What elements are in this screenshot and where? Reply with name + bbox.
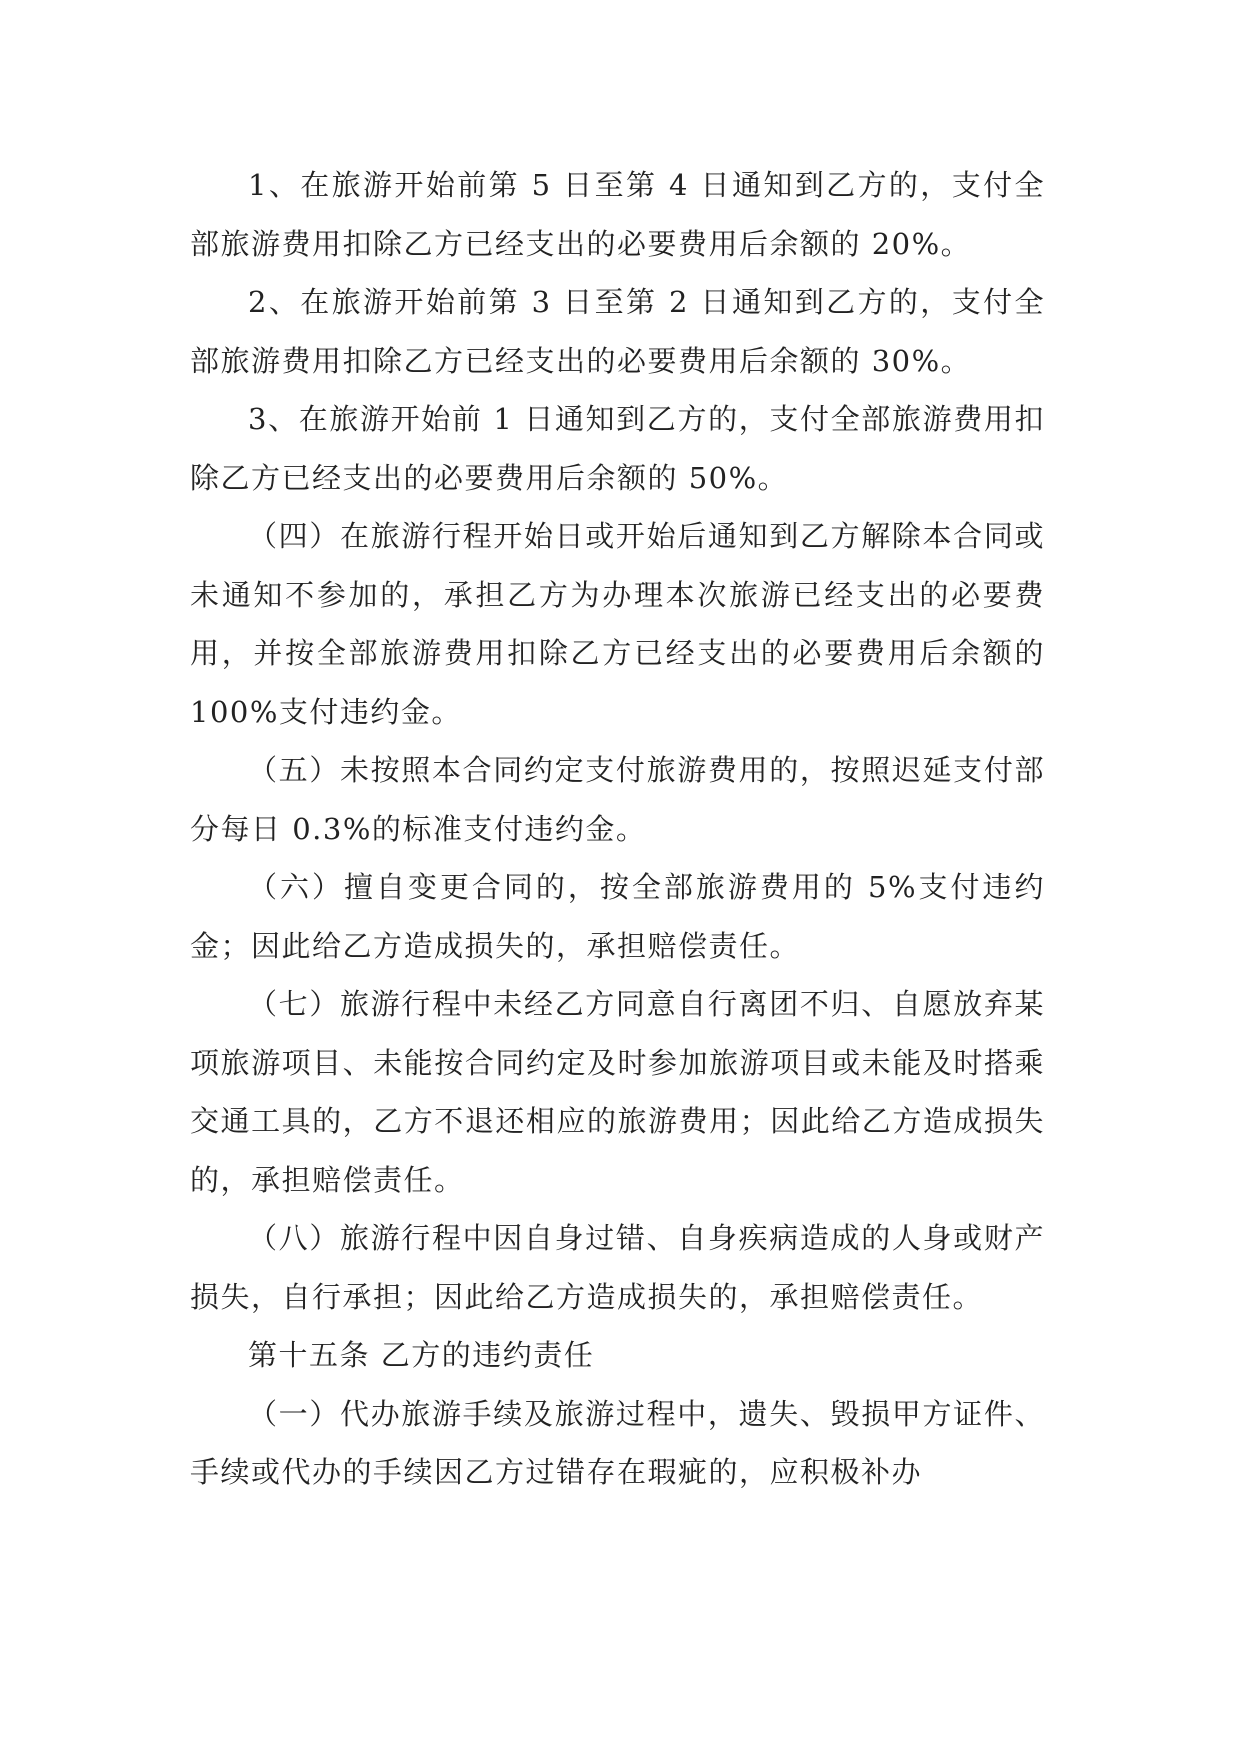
clause-eight: （八）旅游行程中因自身过错、自身疾病造成的人身或财产损失，自行承担；因此给乙方造成损失的，承担赔偿责任。 <box>190 1221 1045 1314</box>
clause-notice-5-4-days: 1、在旅游开始前第 5 日至第 4 日通知到乙方的，支付全部旅游费用扣除乙方已经支出的必要费用后余额的 20%。 <box>190 168 1045 261</box>
article-fifteen-heading: 第十五条 乙方的违约责任 <box>248 1338 595 1372</box>
article-fifteen-clause-one: （一）代办旅游手续及旅游过程中，遗失、毁损甲方证件、手续或代办的手续因乙方过错存在瑕疵的，应积极补办 <box>190 1396 1045 1489</box>
clause-notice-1-day: 3、在旅游开始前 1 日通知到乙方的，支付全部旅游费用扣除乙方已经支出的必要费用后余额的 50%。 <box>190 402 1045 495</box>
clause-four: （四）在旅游行程开始日或开始后通知到乙方解除本合同或未通知不参加的，承担乙方为办理本次旅游已经支出的必要费用，并按全部旅游费用扣除乙方已经支出的必要费用后余额的 100%支付违约金。 <box>190 519 1045 729</box>
clause-notice-3-2-days: 2、在旅游开始前第 3 日至第 2 日通知到乙方的，支付全部旅游费用扣除乙方已经支出的必要费用后余额的 30%。 <box>190 285 1045 378</box>
document-body <box>190 156 1045 1502</box>
clause-five: （五）未按照本合同约定支付旅游费用的，按照迟延支付部分每日 0.3%的标准支付违约金。 <box>190 753 1045 846</box>
clause-six: （六）擅自变更合同的，按全部旅游费用的 5%支付违约金；因此给乙方造成损失的，承担赔偿责任。 <box>190 870 1045 963</box>
clause-seven: （七）旅游行程中未经乙方同意自行离团不归、自愿放弃某项旅游项目、未能按合同约定及时参加旅游项目或未能及时搭乘交通工具的，乙方不退还相应的旅游费用；因此给乙方造成损失的，承担赔偿责任。 <box>190 987 1045 1197</box>
